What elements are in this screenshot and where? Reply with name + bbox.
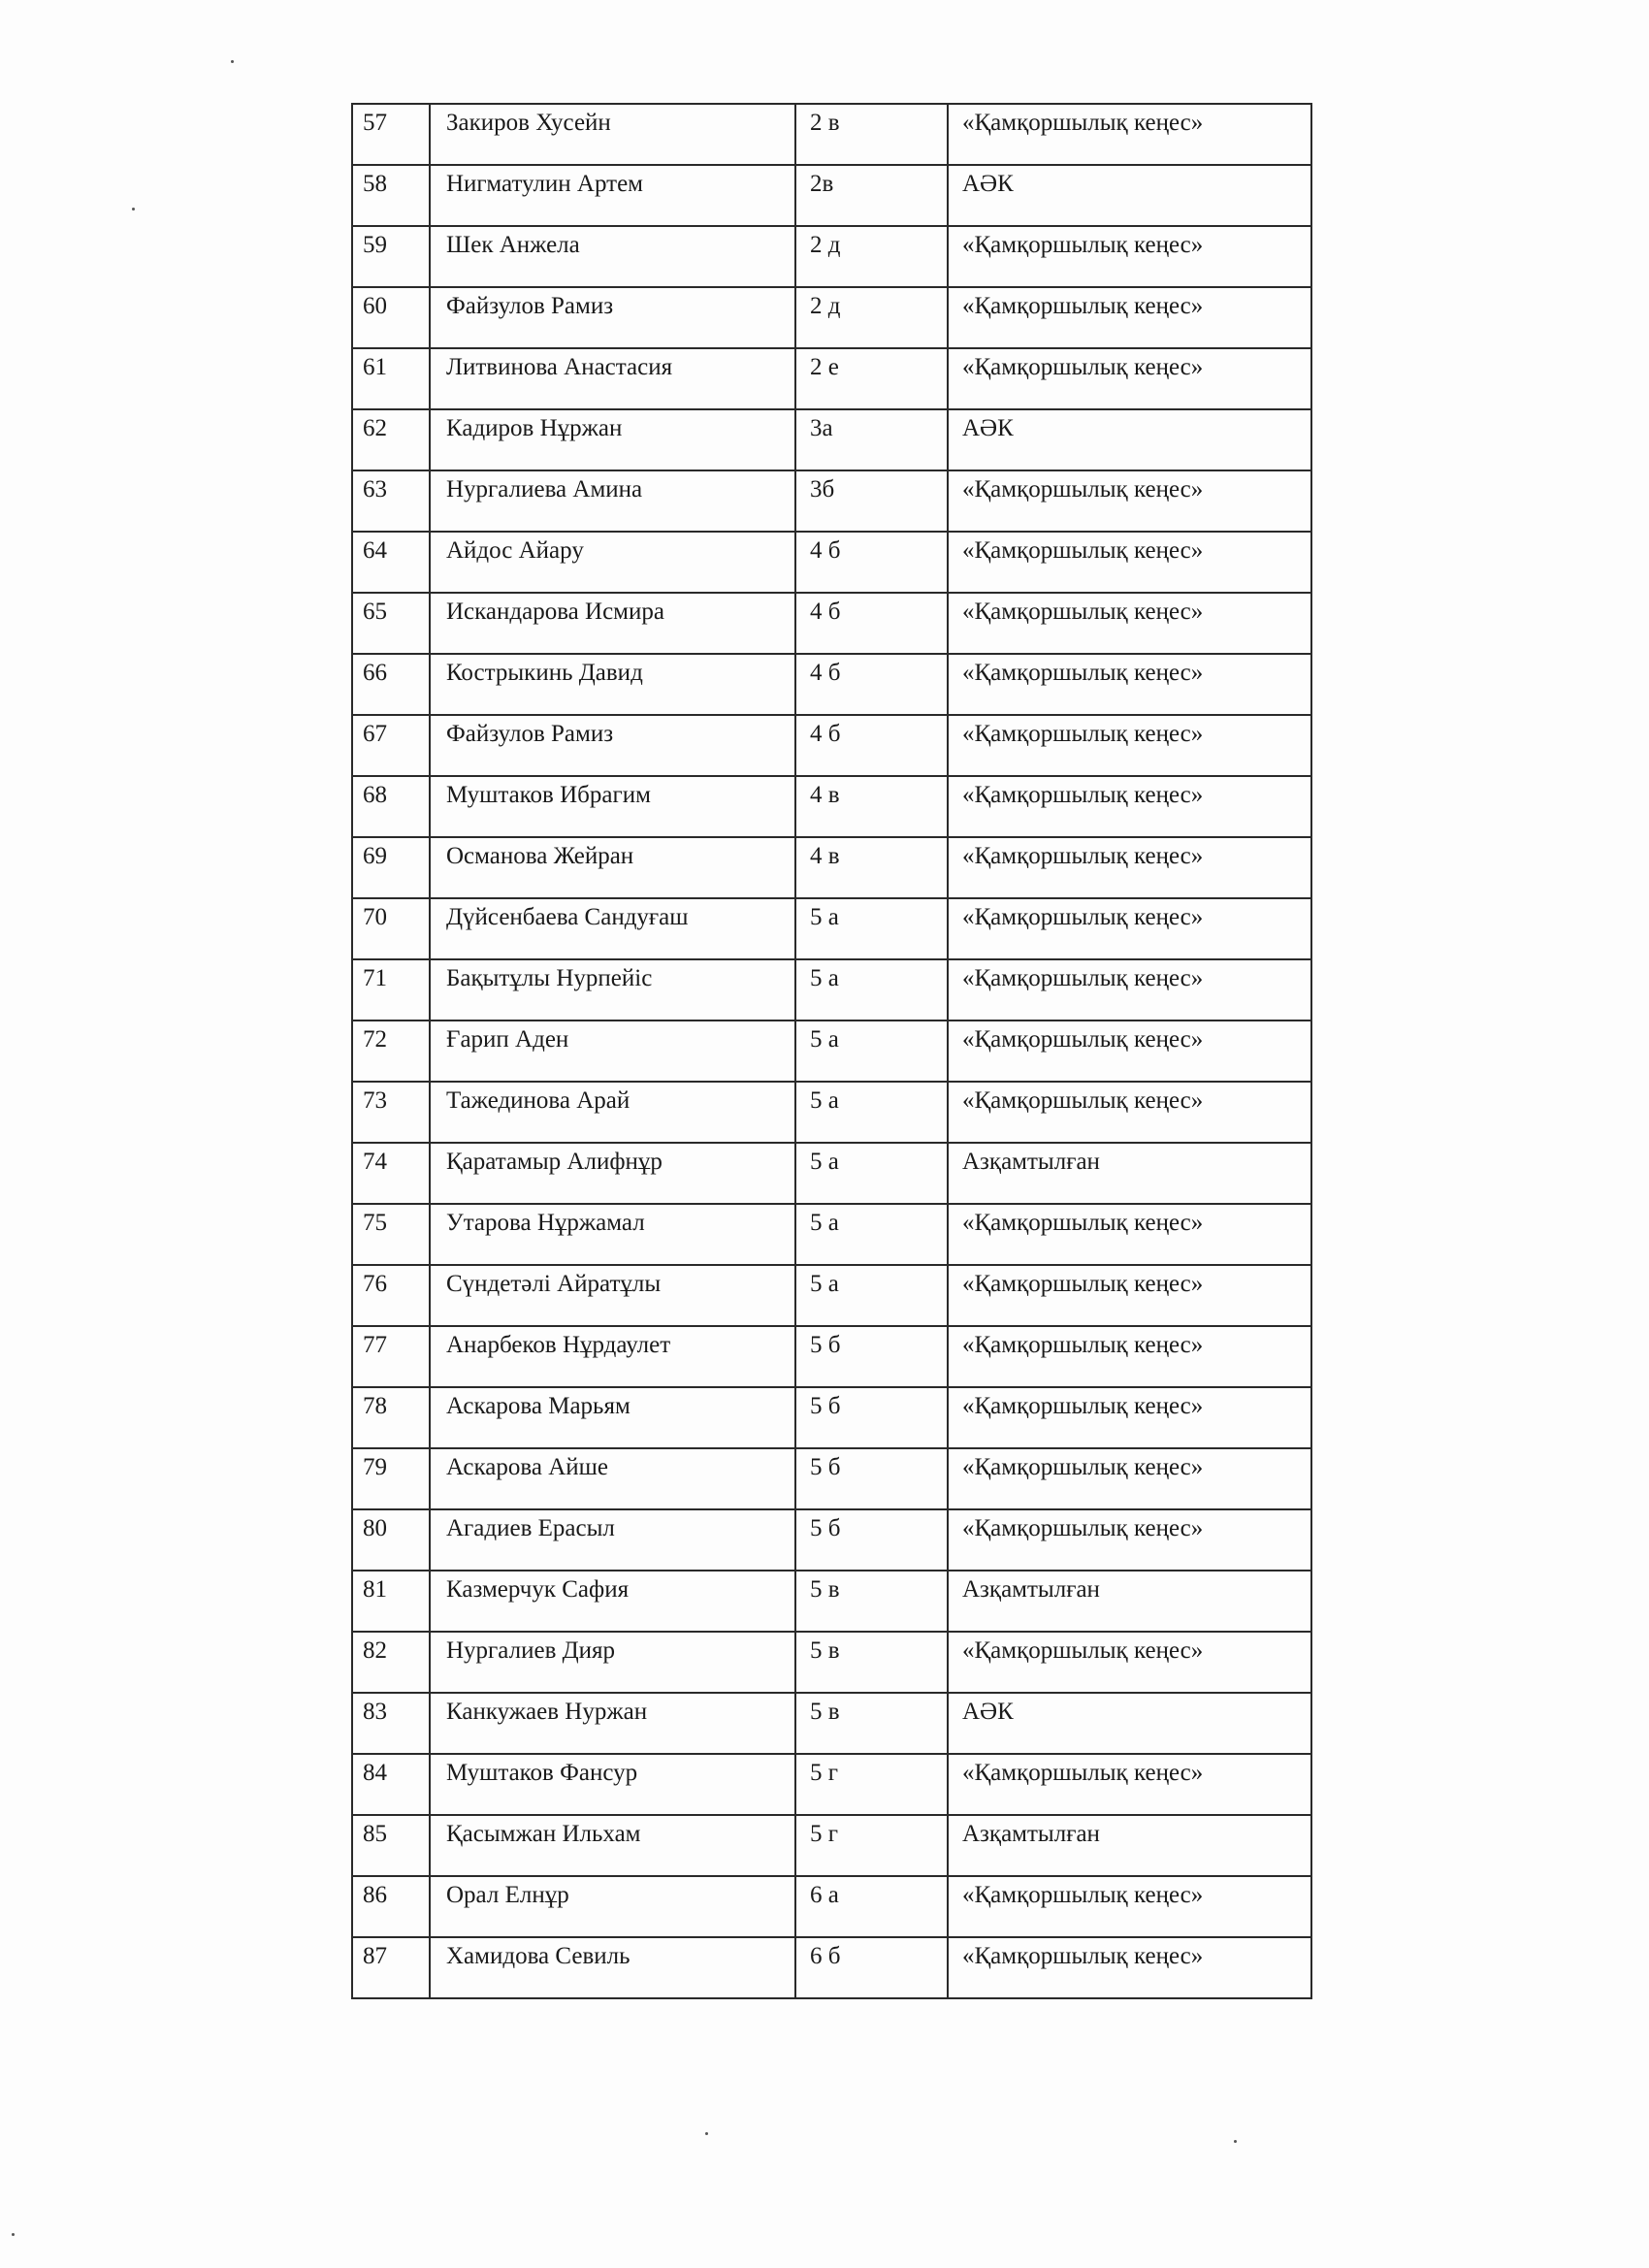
- student-name: Казмерчук Сафия: [430, 1571, 795, 1632]
- category-note: «Қамқоршылық кеңес»: [948, 470, 1311, 532]
- category-note: «Қамқоршылық кеңес»: [948, 287, 1311, 348]
- row-number: 83: [352, 1693, 430, 1754]
- table-row: [352, 1754, 1311, 1815]
- category-note: АӘК: [948, 1693, 1311, 1754]
- class-grade: 4 б: [795, 532, 948, 593]
- class-grade: 2 е: [795, 348, 948, 409]
- row-number: 79: [352, 1448, 430, 1509]
- row-number: 57: [352, 104, 430, 165]
- category-note: «Қамқоршылық кеңес»: [948, 654, 1311, 715]
- table-row: [352, 1448, 1311, 1509]
- student-name: Утарова Нұржамал: [430, 1204, 795, 1265]
- student-name: Аскарова Марьям: [430, 1387, 795, 1448]
- student-name: Дүйсенбаева Сандуғаш: [430, 898, 795, 959]
- table-row: [352, 1265, 1311, 1326]
- category-note: «Қамқоршылық кеңес»: [948, 1448, 1311, 1509]
- category-note: Азқамтылған: [948, 1571, 1311, 1632]
- table-row: [352, 959, 1311, 1021]
- class-grade: 4 б: [795, 593, 948, 654]
- table-row: [352, 348, 1311, 409]
- row-number: 58: [352, 165, 430, 226]
- class-grade: 6 б: [795, 1937, 948, 1998]
- row-number: 78: [352, 1387, 430, 1448]
- class-grade: 2 в: [795, 104, 948, 165]
- roster-table: [351, 103, 1312, 1999]
- student-name: Сүндетәлі Айратұлы: [430, 1265, 795, 1326]
- class-grade: 5 б: [795, 1509, 948, 1571]
- row-number: 73: [352, 1082, 430, 1143]
- table-row: [352, 898, 1311, 959]
- student-name: Канкужаев Нуржан: [430, 1693, 795, 1754]
- student-name: Кадиров Нұржан: [430, 409, 795, 470]
- student-name: Искандарова Исмира: [430, 593, 795, 654]
- table-row: [352, 165, 1311, 226]
- student-name: Ғарип Аден: [430, 1021, 795, 1082]
- category-note: «Қамқоршылық кеңес»: [948, 898, 1311, 959]
- table-row: [352, 1021, 1311, 1082]
- class-grade: 5 б: [795, 1448, 948, 1509]
- table-row: [352, 287, 1311, 348]
- row-number: 84: [352, 1754, 430, 1815]
- student-name: Муштаков Фансур: [430, 1754, 795, 1815]
- class-grade: 2 д: [795, 287, 948, 348]
- class-grade: 5 а: [795, 1082, 948, 1143]
- row-number: 72: [352, 1021, 430, 1082]
- row-number: 80: [352, 1509, 430, 1571]
- category-note: «Қамқоршылық кеңес»: [948, 226, 1311, 287]
- class-grade: 4 в: [795, 837, 948, 898]
- class-grade: 3б: [795, 470, 948, 532]
- category-note: «Қамқоршылық кеңес»: [948, 959, 1311, 1021]
- row-number: 71: [352, 959, 430, 1021]
- class-grade: 5 а: [795, 959, 948, 1021]
- student-name: Хамидова Севиль: [430, 1937, 795, 1998]
- student-name: Қасымжан Ильхам: [430, 1815, 795, 1876]
- student-name: Файзулов Рамиз: [430, 287, 795, 348]
- category-note: «Қамқоршылық кеңес»: [948, 1876, 1311, 1937]
- row-number: 81: [352, 1571, 430, 1632]
- category-note: «Қамқоршылық кеңес»: [948, 1204, 1311, 1265]
- row-number: 70: [352, 898, 430, 959]
- row-number: 64: [352, 532, 430, 593]
- class-grade: 4 б: [795, 654, 948, 715]
- table-row: [352, 1387, 1311, 1448]
- class-grade: 4 б: [795, 715, 948, 776]
- student-name: Орал Елнұр: [430, 1876, 795, 1937]
- category-note: «Қамқоршылық кеңес»: [948, 1632, 1311, 1693]
- scan-speck: [1234, 2140, 1237, 2143]
- class-grade: 5 а: [795, 1143, 948, 1204]
- row-number: 66: [352, 654, 430, 715]
- class-grade: 5 г: [795, 1815, 948, 1876]
- class-grade: 5 в: [795, 1571, 948, 1632]
- category-note: АӘК: [948, 165, 1311, 226]
- class-grade: 5 а: [795, 898, 948, 959]
- student-name: Агадиев Ерасыл: [430, 1509, 795, 1571]
- student-name: Файзулов Рамиз: [430, 715, 795, 776]
- student-name: Айдос Айару: [430, 532, 795, 593]
- student-name: Нургалиева Амина: [430, 470, 795, 532]
- row-number: 86: [352, 1876, 430, 1937]
- student-name: Кострыкинь Давид: [430, 654, 795, 715]
- class-grade: 5 а: [795, 1265, 948, 1326]
- scan-speck: [705, 2132, 708, 2135]
- table-row: [352, 1815, 1311, 1876]
- table-row: [352, 1937, 1311, 1998]
- table-row: [352, 104, 1311, 165]
- row-number: 59: [352, 226, 430, 287]
- category-note: Азқамтылған: [948, 1143, 1311, 1204]
- class-grade: 5 б: [795, 1326, 948, 1387]
- category-note: «Қамқоршылық кеңес»: [948, 1326, 1311, 1387]
- category-note: «Қамқоршылық кеңес»: [948, 1082, 1311, 1143]
- row-number: 69: [352, 837, 430, 898]
- roster-table-body: [352, 104, 1311, 1998]
- row-number: 62: [352, 409, 430, 470]
- table-row: [352, 409, 1311, 470]
- row-number: 63: [352, 470, 430, 532]
- table-row: [352, 1632, 1311, 1693]
- table-row: [352, 837, 1311, 898]
- row-number: 75: [352, 1204, 430, 1265]
- table-row: [352, 1876, 1311, 1937]
- student-name: Аскарова Айше: [430, 1448, 795, 1509]
- category-note: «Қамқоршылық кеңес»: [948, 1754, 1311, 1815]
- class-grade: 2в: [795, 165, 948, 226]
- student-name: Нургалиев Дияр: [430, 1632, 795, 1693]
- student-name: Бақытұлы Нурпейіс: [430, 959, 795, 1021]
- class-grade: 5 а: [795, 1021, 948, 1082]
- scan-speck: [231, 60, 234, 63]
- category-note: «Қамқоршылық кеңес»: [948, 1937, 1311, 1998]
- class-grade: 4 в: [795, 776, 948, 837]
- class-grade: 3а: [795, 409, 948, 470]
- student-name: Нигматулин Артем: [430, 165, 795, 226]
- class-grade: 5 а: [795, 1204, 948, 1265]
- category-note: АӘК: [948, 409, 1311, 470]
- student-name: Тажединова Арай: [430, 1082, 795, 1143]
- student-name: Османова Жейран: [430, 837, 795, 898]
- category-note: Азқамтылған: [948, 1815, 1311, 1876]
- class-grade: 5 г: [795, 1754, 948, 1815]
- scan-speck: [12, 2233, 15, 2236]
- category-note: «Қамқоршылық кеңес»: [948, 348, 1311, 409]
- table-row: [352, 1326, 1311, 1387]
- table-row: [352, 226, 1311, 287]
- table-row: [352, 1509, 1311, 1571]
- category-note: «Қамқоршылық кеңес»: [948, 104, 1311, 165]
- category-note: «Қамқоршылық кеңес»: [948, 1021, 1311, 1082]
- student-name: Шек Анжела: [430, 226, 795, 287]
- table-row: [352, 1082, 1311, 1143]
- row-number: 76: [352, 1265, 430, 1326]
- row-number: 68: [352, 776, 430, 837]
- category-note: «Қамқоршылық кеңес»: [948, 837, 1311, 898]
- class-grade: 6 а: [795, 1876, 948, 1937]
- category-note: «Қамқоршылық кеңес»: [948, 776, 1311, 837]
- row-number: 85: [352, 1815, 430, 1876]
- student-name: Закиров Хусейн: [430, 104, 795, 165]
- scan-speck: [132, 208, 135, 211]
- table-row: [352, 715, 1311, 776]
- row-number: 87: [352, 1937, 430, 1998]
- table-row: [352, 1693, 1311, 1754]
- table-row: [352, 654, 1311, 715]
- category-note: «Қамқоршылық кеңес»: [948, 1509, 1311, 1571]
- student-name: Муштаков Ибрагим: [430, 776, 795, 837]
- table-row: [352, 1204, 1311, 1265]
- table-row: [352, 1571, 1311, 1632]
- table-row: [352, 532, 1311, 593]
- table-row: [352, 470, 1311, 532]
- category-note: «Қамқоршылық кеңес»: [948, 1387, 1311, 1448]
- category-note: «Қамқоршылық кеңес»: [948, 593, 1311, 654]
- row-number: 77: [352, 1326, 430, 1387]
- table-row: [352, 593, 1311, 654]
- category-note: «Қамқоршылық кеңес»: [948, 532, 1311, 593]
- row-number: 74: [352, 1143, 430, 1204]
- class-grade: 5 б: [795, 1387, 948, 1448]
- table-row: [352, 776, 1311, 837]
- class-grade: 5 в: [795, 1632, 948, 1693]
- student-name: Литвинова Анастасия: [430, 348, 795, 409]
- row-number: 61: [352, 348, 430, 409]
- class-grade: 2 д: [795, 226, 948, 287]
- class-grade: 5 в: [795, 1693, 948, 1754]
- category-note: «Қамқоршылық кеңес»: [948, 1265, 1311, 1326]
- row-number: 82: [352, 1632, 430, 1693]
- student-name: Қаратамыр Алифнұр: [430, 1143, 795, 1204]
- row-number: 60: [352, 287, 430, 348]
- category-note: «Қамқоршылық кеңес»: [948, 715, 1311, 776]
- row-number: 67: [352, 715, 430, 776]
- student-name: Анарбеков Нұрдаулет: [430, 1326, 795, 1387]
- table-row: [352, 1143, 1311, 1204]
- row-number: 65: [352, 593, 430, 654]
